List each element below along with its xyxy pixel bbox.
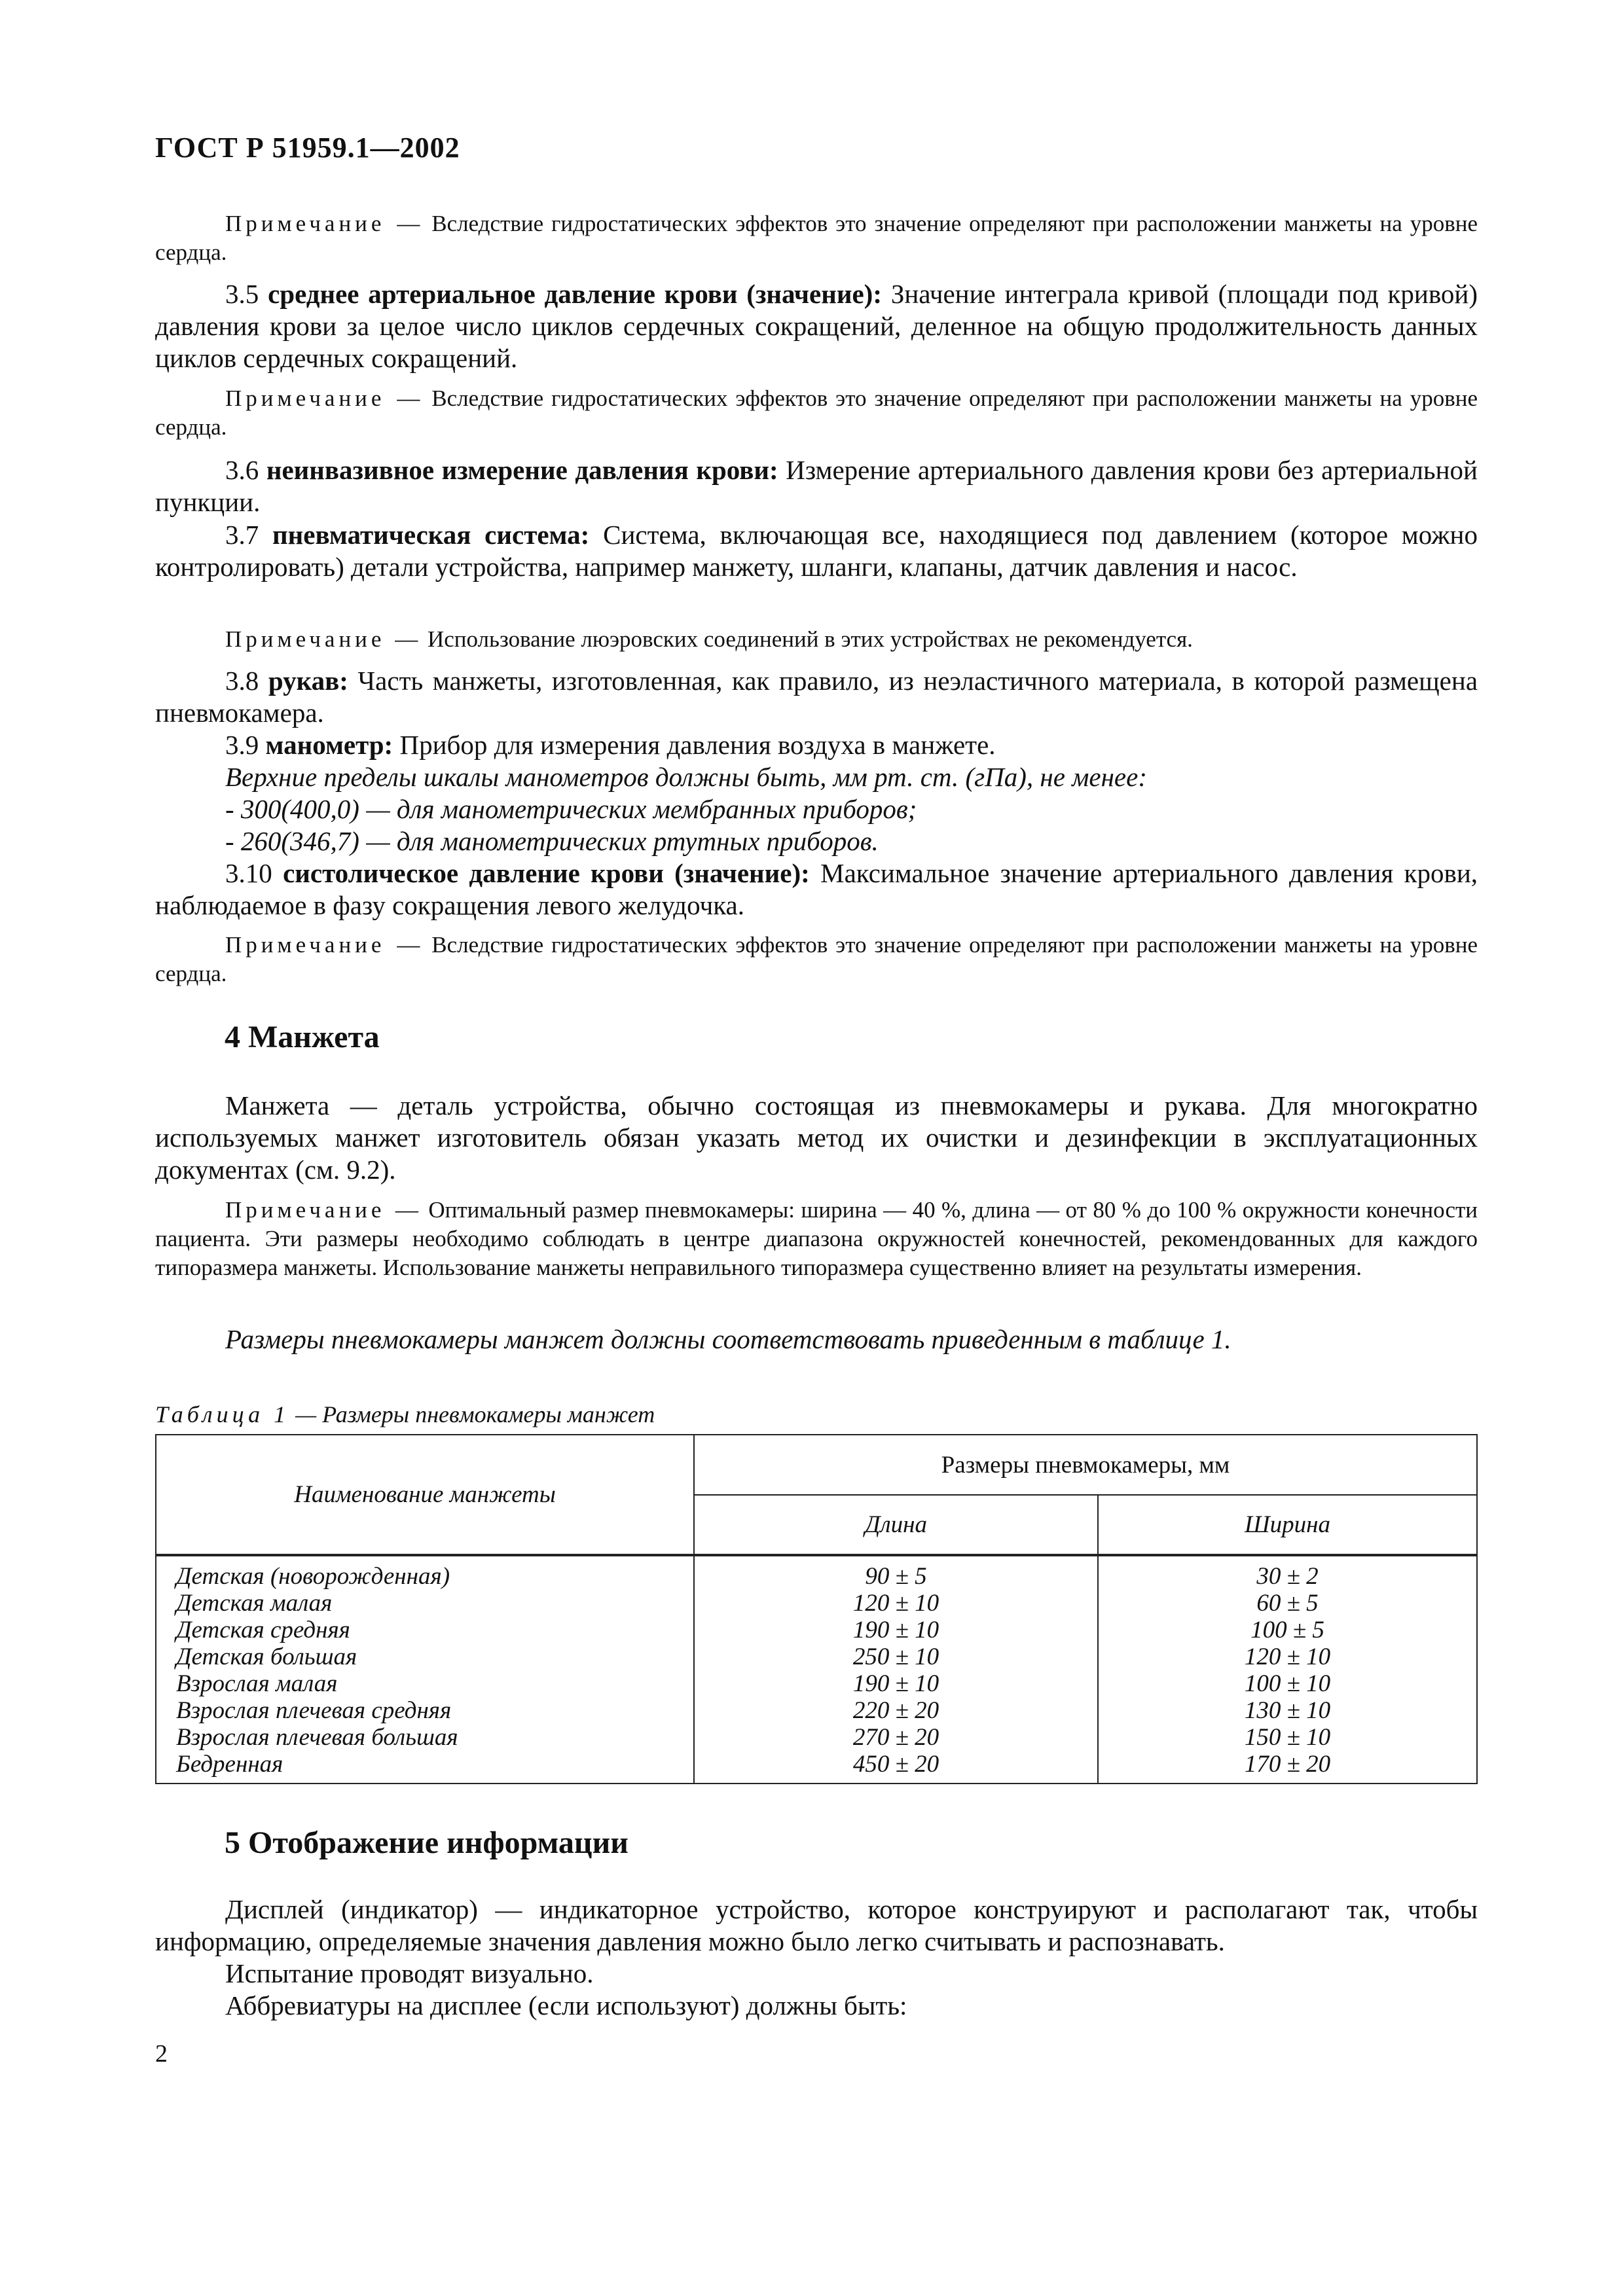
- text-run: 3.6: [225, 455, 259, 485]
- table-row: [156, 1751, 1477, 1784]
- section-5-test: Испытание проводят визуально.: [225, 1958, 594, 1988]
- text-run: 3.8: [225, 666, 259, 696]
- table-cell: 220 ± 20: [694, 1697, 1098, 1724]
- col-group-header: Размеры пневмокамеры, мм: [694, 1435, 1477, 1495]
- cuff-size-table: [155, 1434, 1478, 1784]
- text-run: Максимальное значение артериального давления крови, наблюдаемое в фазу сокращения левого желудочка.: [155, 858, 1478, 920]
- note-4: [155, 931, 1478, 988]
- clause-3-9-item-1: - 300(400,0) — для манометрических мембранных приборов;: [225, 794, 917, 824]
- text-run: Примечание —: [225, 626, 422, 652]
- table-row: [156, 1724, 1477, 1751]
- text-run: систолическое давление крови (значение):: [283, 858, 810, 888]
- text-run: Вследствие гидростатических эффектов это значение определяют при расположении манжеты на уровне сердца.: [155, 932, 1478, 986]
- text-run: — Размеры пневмокамеры манжет: [289, 1401, 655, 1427]
- table-row: [156, 1617, 1477, 1643]
- text-run: Прибор для измерения давления воздуха в манжете.: [399, 730, 996, 760]
- text-run: 3.7: [225, 520, 259, 550]
- table-cell: 90 ± 5: [694, 1555, 1098, 1590]
- document-header: ГОСТ Р 51959.1—2002: [155, 132, 460, 164]
- text-run: Примечание —: [225, 932, 424, 958]
- col-width-header: Ширина: [1098, 1495, 1477, 1555]
- clause-3-8: [155, 665, 1478, 729]
- table-caption: [155, 1401, 655, 1428]
- note-2: [155, 384, 1478, 442]
- section-5-abbrev: Аббревиатуры на дисплее (если используют) должны быть:: [225, 1990, 907, 2020]
- text-run: Примечание —: [225, 386, 424, 411]
- col-name-header: Наименование манжеты: [156, 1435, 694, 1555]
- note-1: [155, 209, 1478, 267]
- text-run: Часть манжеты, изготовленная, как правило, из неэластичного материала, в которой размещена пневмокамера.: [155, 666, 1478, 728]
- table-cell: 30 ± 2: [1098, 1555, 1477, 1590]
- section-4-heading: 4 Манжета: [225, 1020, 380, 1054]
- table-cell: 60 ± 5: [1098, 1590, 1477, 1617]
- table-cell: 130 ± 10: [1098, 1697, 1477, 1724]
- text-run: манометр:: [265, 730, 393, 760]
- table-cell: Взрослая малая: [156, 1670, 694, 1697]
- table-row: [156, 1555, 1477, 1590]
- col-length-header: Длина: [694, 1495, 1098, 1555]
- table-cell: 100 ± 5: [1098, 1617, 1477, 1643]
- table-cell: 170 ± 20: [1098, 1751, 1477, 1784]
- table-cell: Бедренная: [156, 1751, 694, 1784]
- clause-3-5: [155, 278, 1478, 374]
- table-row: [156, 1590, 1477, 1617]
- table-cell: 250 ± 10: [694, 1643, 1098, 1670]
- table-cell: 190 ± 10: [694, 1670, 1098, 1697]
- text-run: Вследствие гидростатических эффектов это значение определяют при расположении манжеты на уровне сердца.: [155, 386, 1478, 440]
- table-cell: 450 ± 20: [694, 1751, 1098, 1784]
- table-row: [156, 1643, 1477, 1670]
- section-4-paragraph: Манжета — деталь устройства, обычно состоящая из пневмокамеры и рукава. Для многократно используемых манжет изготовитель обязан указать метод их очистки и дезинфекции в эксплуатационных документах (см. 9.2).: [155, 1090, 1478, 1185]
- text-run: Таблица 1: [155, 1401, 290, 1427]
- text-run: рукав:: [268, 666, 348, 696]
- text-run: Вследствие гидростатических эффектов это значение определяют при расположении манжеты на уровне сердца.: [155, 211, 1478, 265]
- table-cell: Детская малая: [156, 1590, 694, 1617]
- section-5-heading: 5 Отображение информации: [225, 1825, 629, 1860]
- table-cell: 100 ± 10: [1098, 1670, 1477, 1697]
- table-cell: 120 ± 10: [694, 1590, 1098, 1617]
- text-run: среднее артериальное давление крови (значение):: [268, 279, 882, 309]
- table-cell: Детская средняя: [156, 1617, 694, 1643]
- table-cell: 190 ± 10: [694, 1617, 1098, 1643]
- text-run: Значение интеграла кривой (площади под кривой) давления крови за целое число циклов сердечных сокращений, деленное на общую продолжительность данных циклов сердечных сокращений.: [155, 279, 1478, 373]
- table-row: [156, 1670, 1477, 1697]
- text-run: пневматическая система:: [272, 520, 590, 550]
- text-run: 3.9: [225, 730, 259, 760]
- table-row: [156, 1697, 1477, 1724]
- clause-3-9-item-2: - 260(346,7) — для манометрических ртутных приборов.: [225, 826, 879, 856]
- table-cell: 150 ± 10: [1098, 1724, 1477, 1751]
- table-cell: 120 ± 10: [1098, 1643, 1477, 1670]
- clause-3-10: [155, 857, 1478, 922]
- table-cell: 270 ± 20: [694, 1724, 1098, 1751]
- table-cell: Детская большая: [156, 1643, 694, 1670]
- text-run: 3.10: [225, 858, 272, 888]
- text-run: Измерение артериального давления крови без артериальной пункции.: [155, 455, 1478, 517]
- section-5-paragraph: Дисплей (индикатор) — индикаторное устройство, которое конструируют и располагают так, чтобы информацию, определяемые значения давления можно было легко считывать и распознавать.: [155, 1894, 1478, 1956]
- note-3: [155, 625, 1478, 654]
- text-run: Оптимальный размер пневмокамеры: ширина — 40 %, длина — от 80 % до 100 % окружности конечности пациента. Эти размеры необходимо соблюдать в центре диапазона окружностей конечностей, рекомендованных для каждого типоразмера манжеты. Использование манжеты неправильного типоразмера существенно влияет на результаты измерения.: [155, 1197, 1478, 1280]
- table-reference: Размеры пневмокамеры манжет должны соответствовать приведенным в таблице 1.: [225, 1324, 1231, 1354]
- text-run: неинвазивное измерение давления крови:: [266, 455, 778, 485]
- clause-3-7: [155, 519, 1478, 583]
- text-run: Система, включающая все, находящиеся под давлением (которое можно контролировать) детали устройства, например манжету, шланги, клапаны, датчик давления и насос.: [155, 520, 1478, 582]
- text-run: Примечание —: [225, 211, 424, 236]
- table-cell: Детская (новорожденная): [156, 1555, 694, 1590]
- clause-3-6: [155, 454, 1478, 518]
- clause-3-9: [155, 729, 1478, 761]
- table-cell: Взрослая плечевая большая: [156, 1724, 694, 1751]
- text-run: 3.5: [225, 279, 259, 309]
- note-5: [155, 1196, 1478, 1282]
- page-number: 2: [155, 2040, 168, 2068]
- clause-3-9-limits: Верхние пределы шкалы манометров должны быть, мм рт. ст. (гПа), не менее:: [225, 762, 1147, 792]
- text-run: Использование люэровских соединений в этих устройствах не рекомендуется.: [427, 626, 1193, 652]
- table-cell: Взрослая плечевая средняя: [156, 1697, 694, 1724]
- text-run: Примечание —: [225, 1197, 422, 1223]
